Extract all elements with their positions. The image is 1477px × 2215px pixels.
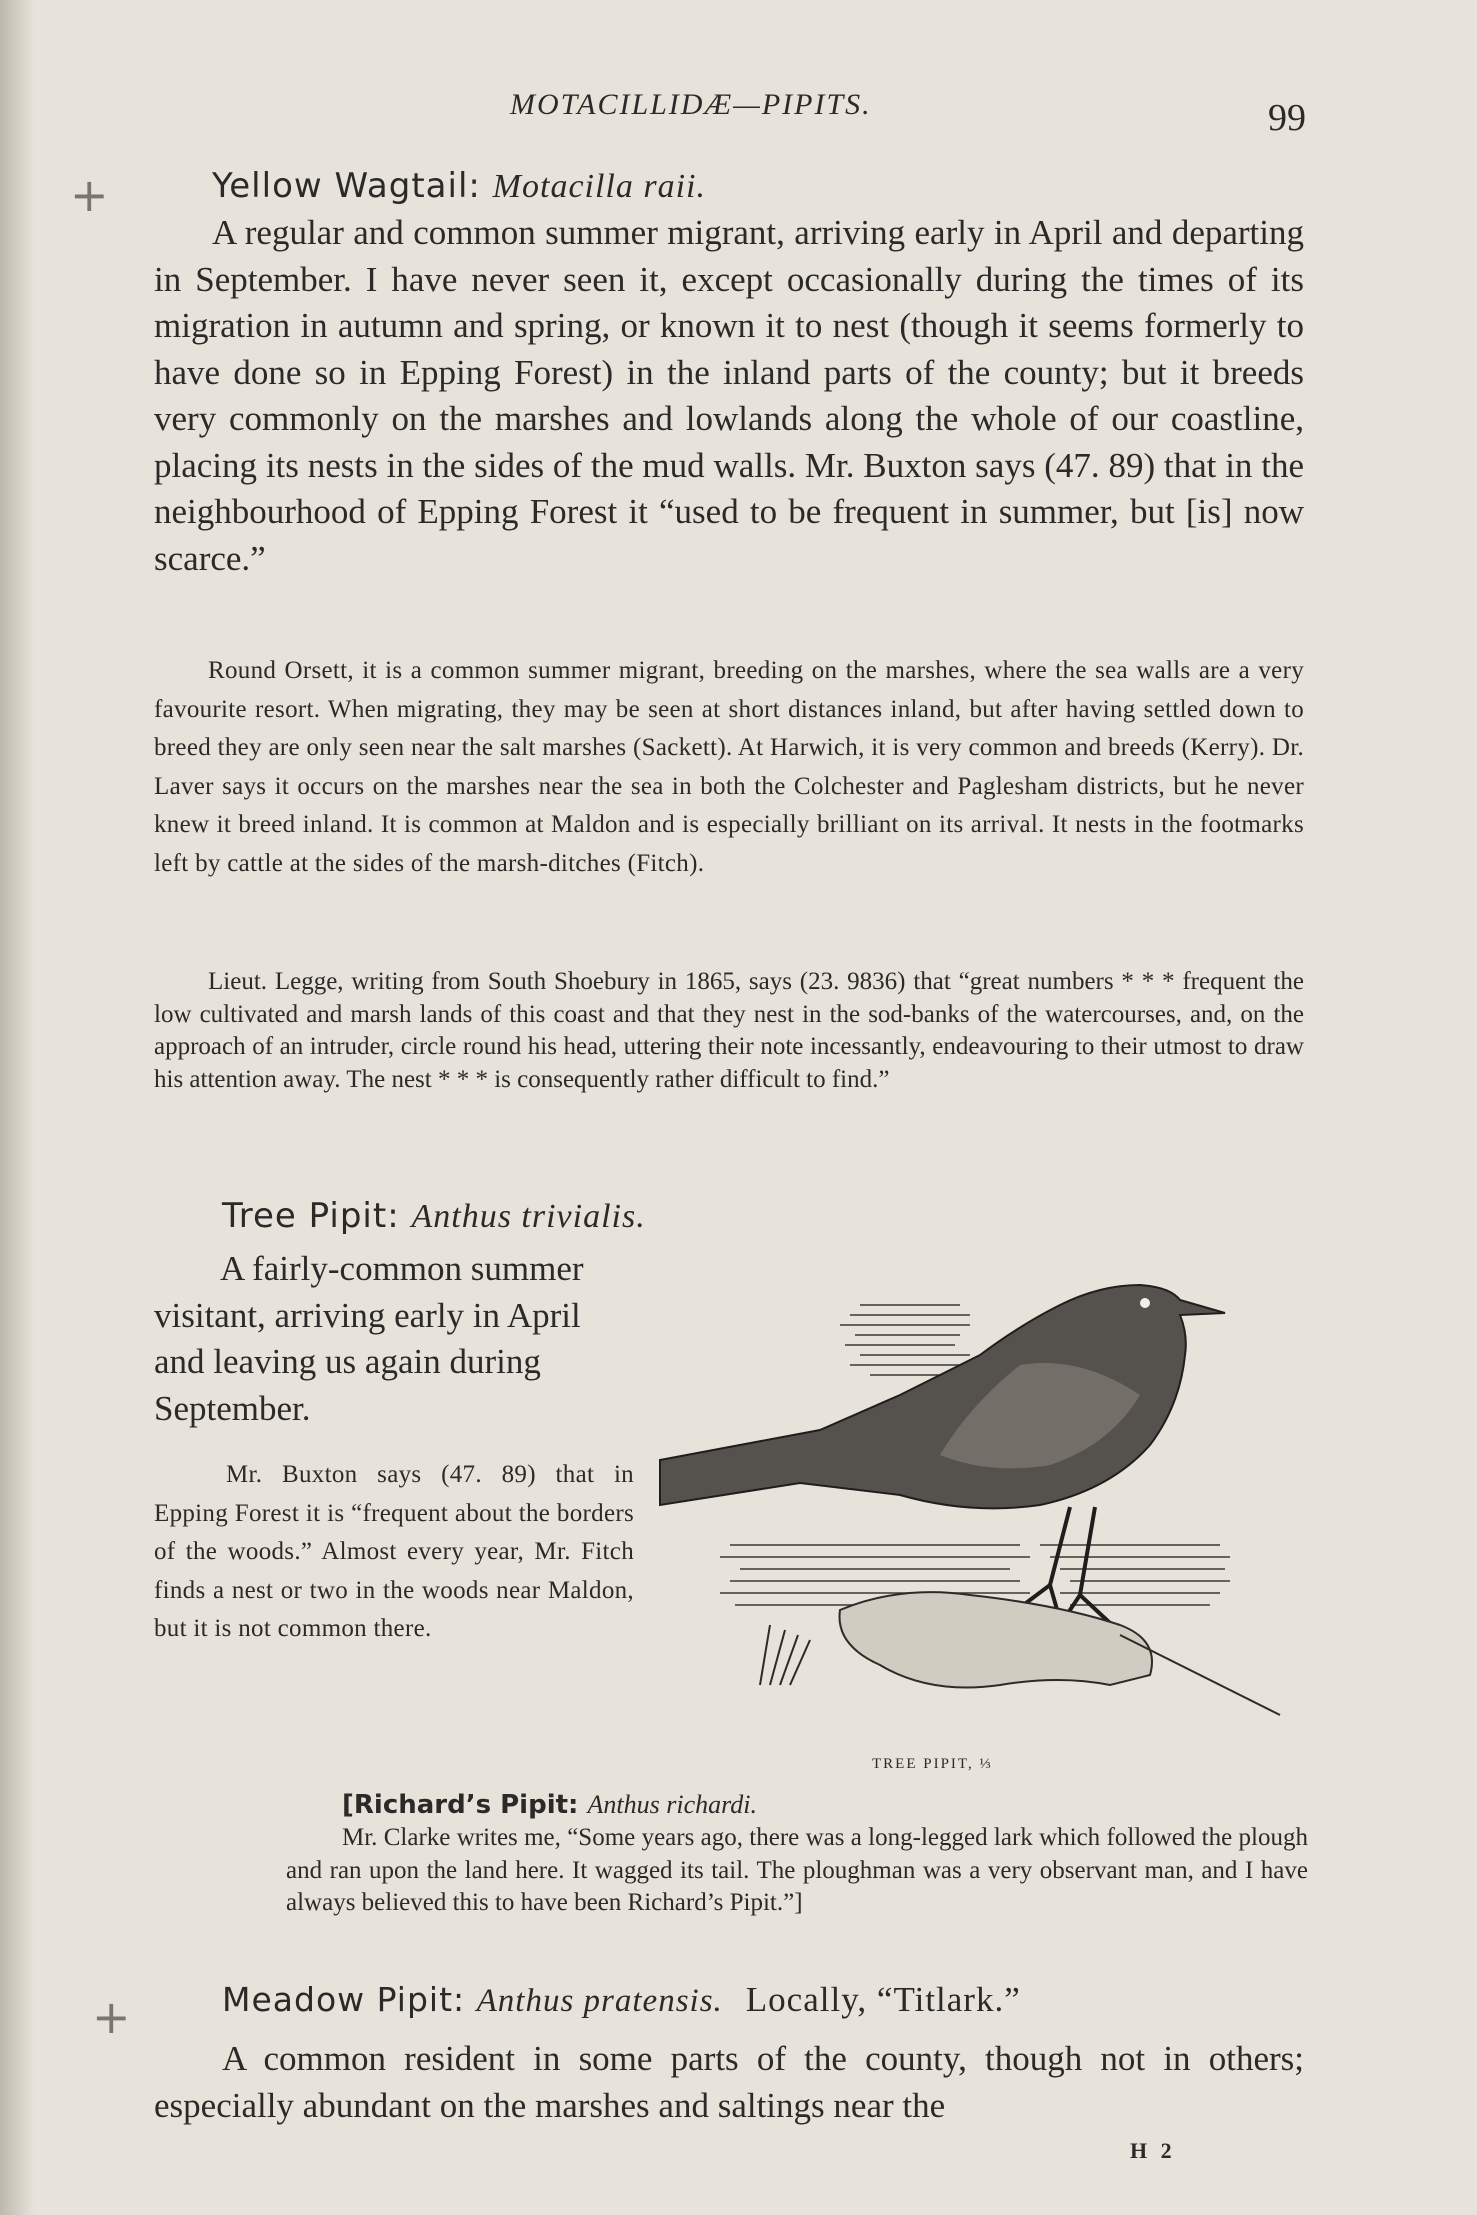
species-heading-richards-pipit [342,1790,757,1820]
heading-separator: : [387,1196,412,1236]
page-gutter-shadow [0,0,34,2215]
yellow-wagtail-quote: Lieut. Legge, writing from South Shoebury in 1865, says (23. 9836) that “great numbers * * * frequent the low cultivated and marsh lands of this coast and that they nest in the sod-banks of the watercourses, and, on the approach of an intruder, circle round his head, uttering their note incessantly, endeavouring to their utmost to draw his attention away. The nest * * * is consequently rather difficult to find.” [154,968,1304,1093]
species-heading-tree-pipit [222,1196,646,1236]
heading-separator: : [468,166,493,206]
heading-separator: : [568,1790,588,1820]
signature-mark: H 2 [1130,2138,1176,2163]
latin-name: Anthus trivialis. [411,1198,646,1235]
local-name: Locally, “Titlark.” [745,1980,1021,2019]
tree-pipit-paragraph: A fairly-common summer visitant, arriving early in April and leaving us again during September. [154,1249,584,1428]
heading-separator: : [453,1980,477,2019]
latin-name: Motacilla raii. [492,168,706,205]
species-name: Tree Pipit [222,1196,388,1236]
latin-name: Anthus pratensis. [476,1983,723,2019]
species-name: Meadow Pipit [222,1980,454,2019]
margin-cross-mark: + [92,1990,131,2044]
margin-cross-mark: + [70,168,109,222]
figure-caption: TREE PIPIT, ⅓ [872,1756,993,1772]
richards-pipit-quote: Mr. Clarke writes me, “Some years ago, there was a long-legged lark which followed the plough and ran upon the land here. It wagged its tail. The ploughman was a very observant man, and I have always believed this to have been Richard’s Pipit.”] [286,1824,1308,1916]
latin-name: Anthus richardi. [587,1790,757,1819]
species-heading-meadow-pipit [222,1980,1021,2020]
tree-pipit-notes: Mr. Buxton says (47. 89) that in Epping Forest it is “frequent about the borders of the woods.” Almost every year, Mr. Fitch finds a nest or two in the woods near Maldon, but it is not common there. [154,1461,634,1642]
yellow-wagtail-paragraph: A regular and common summer migrant, arriving early in April and departing in September. I have never seen it, except occasionally during the times of its migration in autumn and spring, or known it to nest (though it seems formerly to have done so in Epping Forest) in the inland parts of the county; but it breeds very commonly on the marshes and lowlands along the whole of our coastline, placing its nests in the sides of the mud walls. Mr. Buxton says (47. 89) that in the neighbourhood of Epping Forest it “used to be frequent in summer, but [is] now scarce.” [154,213,1304,578]
species-heading-yellow-wagtail [212,166,706,206]
bird-eye [1140,1298,1150,1308]
grass-tufts [760,1625,810,1685]
meadow-pipit-paragraph: A common resident in some parts of the county, though not in others; especially abundant on the marshes and saltings near the [154,2039,1304,2125]
running-head: MOTACILLIDÆ—PIPITS. [510,88,872,121]
species-name: [Richard’s Pipit [342,1790,569,1820]
page-number: 99 [1268,97,1306,139]
bird-body [660,1285,1225,1508]
rock-perch [840,1592,1153,1687]
yellow-wagtail-notes: Round Orsett, it is a common summer migrant, breeding on the marshes, where the sea walls are a very favourite resort. When migrating, they may be seen at short distances inland, but after having settled down to breed they are only seen near the salt marshes (Sackett). At Harwich, it is very common and breeds (Kerry). Dr. Laver says it occurs on the marshes near the sea in both the Colchester and Paglesham districts, but he never knew it breed inland. It is common at Maldon and is especially brilliant on its arrival. It nests in the footmarks left by cattle at the sides of the marsh-ditches (Fitch). [154,657,1304,877]
species-name: Yellow Wagtail [212,166,469,206]
tree-pipit-engraving [640,1245,1320,1745]
